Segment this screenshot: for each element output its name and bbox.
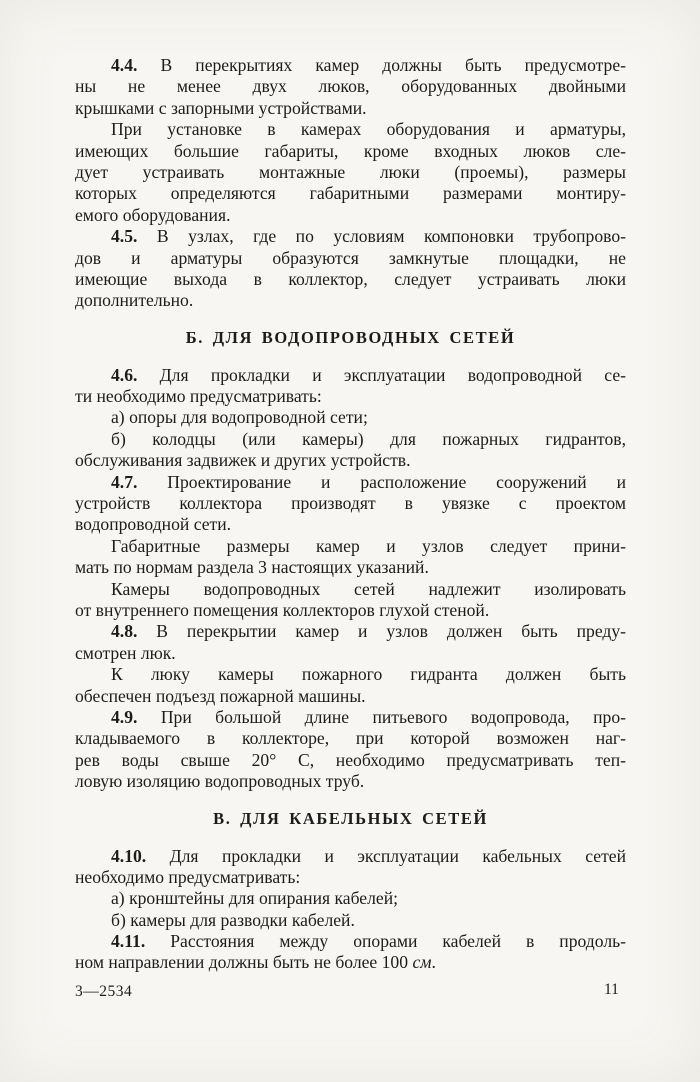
text-line: емого оборудования. [75,204,231,225]
text-line: водопроводной сети. [75,514,232,535]
text-line: Камеры водопроводных сетей надлежит изолировать [111,578,626,599]
text-line: дов и арматуры образуются замкнутые площадки, не [75,247,626,268]
text-line: кладываемого в коллекторе, при которой возможен наг- [75,728,626,749]
text-line: К люку камеры пожарного гидранта должен быть [111,664,626,685]
text-line: дополнительно. [75,290,194,311]
text-line: 4.10. Для прокладки и эксплуатации кабельных сетей [111,845,626,866]
paragraph [75,119,626,226]
text-line: ны не менее двух люков, оборудованных двойными [75,76,626,97]
paragraph [75,407,626,428]
text-line: крышками с запорными устройствами. [75,97,367,118]
clause-number: 4.4. [111,55,138,75]
text-line: обслуживания задвижек и других устройств. [75,450,411,471]
emphasis-text: см [412,952,432,973]
text-line: рев воды свыше 20° С, необходимо предусматривать теп- [75,749,626,770]
text-block [75,55,626,974]
print-signature: 3—2534 [75,983,133,1000]
clause-number: 4.7. [111,471,138,492]
text-line: устройств коллектора производят в увязке с проектом [75,493,626,514]
paragraph [75,910,626,931]
paragraph [75,429,626,472]
text-line: 4.9. При большой длине питьевого водопровода, про- [111,706,626,727]
paragraph [75,888,626,909]
paragraph [75,707,626,793]
text-line: а) опоры для водопроводной сети; [111,407,368,428]
text-line: 4.11. Расстояния между опорами кабелей в продоль- [111,931,626,952]
clause-number: 4.11. [111,931,146,952]
paragraph [75,365,626,408]
clause-number: 4.5. [111,226,138,247]
text-line: имеющие выхода в коллектор, следует устраивать люки [75,268,626,289]
paragraph [75,536,626,579]
text-line: 4.8. В перекрытии камер и узлов должен быть преду- [111,621,626,642]
text-line: дует устраивать монтажные люки (проемы), размеры [75,161,626,182]
paragraph [75,664,626,707]
clause-number: 4.10. [111,845,147,866]
text-line: ти необходимо предусматривать: [75,386,322,407]
section-heading: Б. ДЛЯ ВОДОПРОВОДНЫХ СЕТЕЙ [185,327,516,347]
text-line: которых определяются габаритными размерами монтиру- [75,183,626,204]
text-line: имеющих большие габариты, кроме входных люков сле- [75,140,626,161]
paragraph [75,226,626,312]
page-number: 11 [604,981,619,998]
text-line: 4.5. В узлах, где по условиям компоновки трубопрово- [111,226,626,247]
paragraph [75,621,626,664]
text-line: мать по нормам раздела 3 настоящих указаний. [75,557,429,578]
paragraph [75,931,626,974]
paragraph [75,55,626,119]
text-line: ном направлении должны быть не более 100 см. [75,952,436,973]
text-line: а) кронштейны для опирания кабелей; [111,888,399,909]
text-line: При установке в камерах оборудования и арматуры, [111,119,626,140]
text-line: смотрен люк. [75,642,176,663]
text-line: обеспечен подъезд пожарной машины. [75,685,366,706]
clause-number: 4.8. [111,621,138,642]
text-line: 4.7. Проектирование и расположение сооружений и [111,471,626,492]
text-line: ловую изоляцию водопроводных труб. [75,771,365,792]
paragraph [75,846,626,889]
section-heading: В. ДЛЯ КАБЕЛЬНЫХ СЕТЕЙ [213,808,488,828]
text-line: 4.4. В перекрытиях камер должны быть предусмотре- [111,55,626,75]
clause-number: 4.6. [111,364,138,385]
text-line: необходимо предусматривать: [75,866,301,887]
paragraph [75,472,626,536]
paragraph [75,579,626,622]
clause-number: 4.9. [111,706,138,727]
text-line: б) колодцы (или камеры) для пожарных гидрантов, [111,428,626,449]
text-line: 4.6. Для прокладки и эксплуатации водопроводной се- [111,364,626,385]
text-line: Габаритные размеры камер и узлов следует прини- [111,535,626,556]
text-line: б) камеры для разводки кабелей. [111,909,355,930]
text-line: от внутреннего помещения коллекторов глухой стеной. [75,599,490,620]
